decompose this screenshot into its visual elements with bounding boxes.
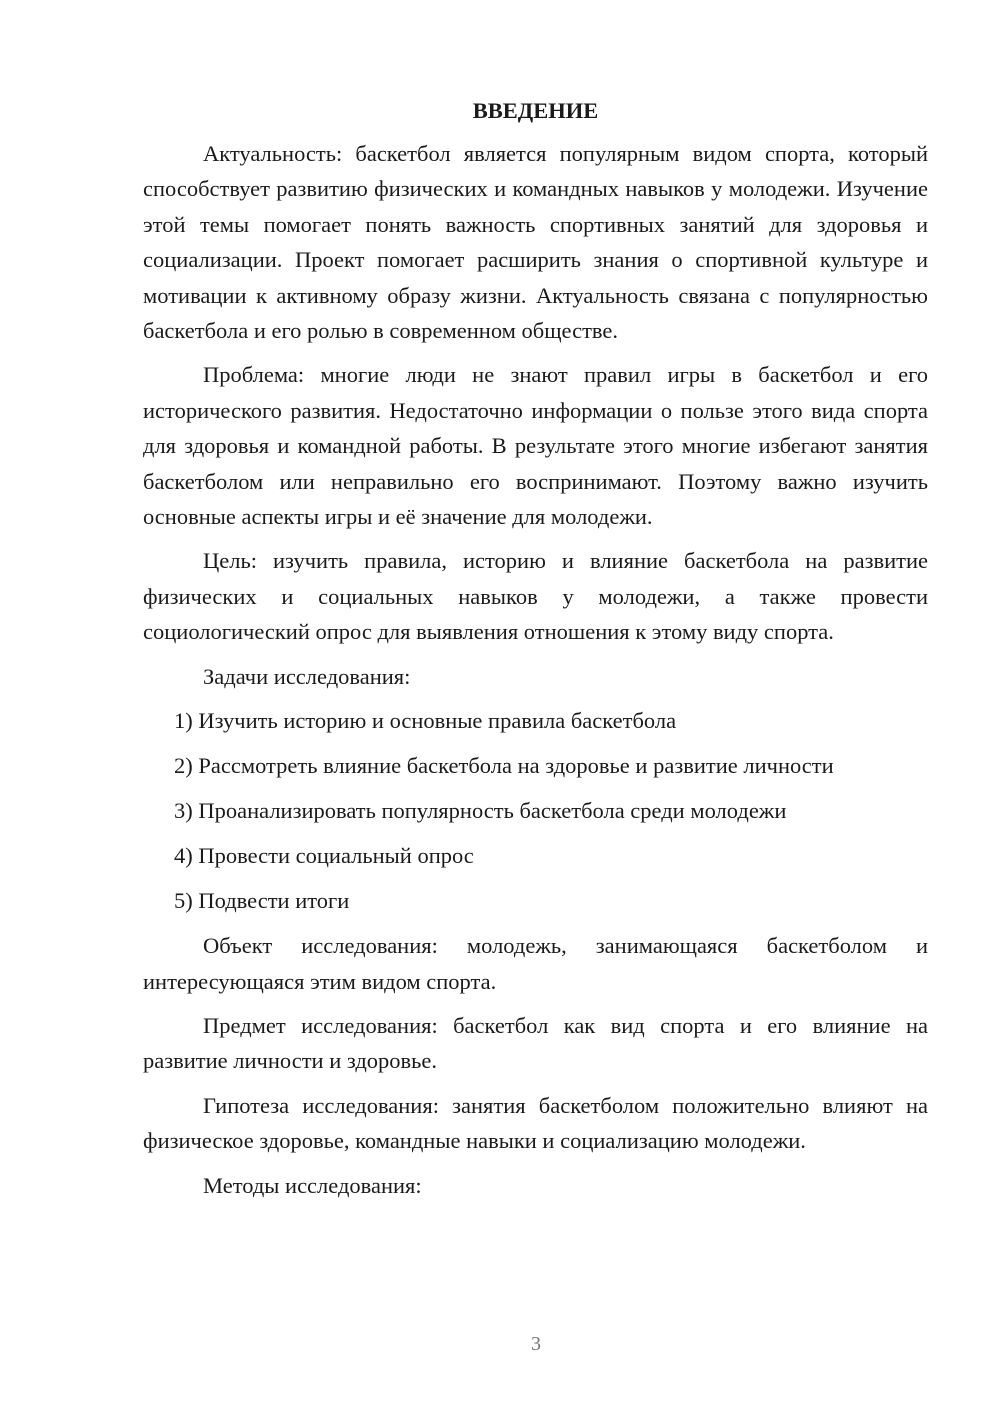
list-item: 5) Подвести итоги — [174, 888, 350, 914]
page-content — [143, 93, 928, 1212]
list-item: 1) Изучить историю и основные правила баскетбола — [174, 708, 677, 734]
paragraph-tasks-title: Задачи исследования: — [203, 663, 411, 689]
list-item: 4) Провести социальный опрос — [174, 843, 474, 869]
paragraph-hypothesis: Гипотеза исследования: занятия баскетболом положительно влияют на физическое здоровье, командные навыки и социализацию молодежи. — [143, 1092, 928, 1154]
paragraph-relevance: Актуальность: баскетбол является популярным видом спорта, который способствует развитию физических и командных навыков у молодежи. Изучение этой темы помогает понять важность спортивных занятий для здоровья и социализации. Проект помогает расширить знания о спортивной культуре и мотивации к активному образу жизни. Актуальность связана с популярностью баскетбола и его ролью в современном обществе. — [143, 141, 928, 344]
list-item: 3) Проанализировать популярность баскетбола среди молодежи — [174, 798, 787, 824]
paragraph-methods-title: Методы исследования: — [203, 1172, 422, 1198]
list-item: 2) Рассмотреть влияние баскетбола на здоровье и развитие личности — [174, 753, 834, 779]
tasks-list — [143, 703, 928, 918]
section-heading: ВВЕДЕНИЕ — [472, 98, 599, 123]
page-number: 3 — [531, 1333, 541, 1355]
paragraph-object: Объект исследования: молодежь, занимающаяся баскетболом и интересующаяся этим видом спорта. — [143, 933, 928, 994]
paragraph-problem: Проблема: многие люди не знают правил игры в баскетбол и его исторического развития. Недостаточно информации о пользе этого вида спорта для здоровья и командной работы. В результате этого многие избегают занятия баскетболом или неправильно его воспринимают. Поэтому важно изучить основные аспекты игры и её значение для молодежи. — [143, 362, 928, 530]
paragraph-subject: Предмет исследования: баскетбол как вид спорта и его влияние на развитие личности и здоровье. — [143, 1012, 928, 1074]
paragraph-goal: Цель: изучить правила, историю и влияние баскетбола на развитие физических и социальных навыков у молодежи, а также провести социологический опрос для выявления отношения к этому виду спорта. — [143, 548, 928, 645]
